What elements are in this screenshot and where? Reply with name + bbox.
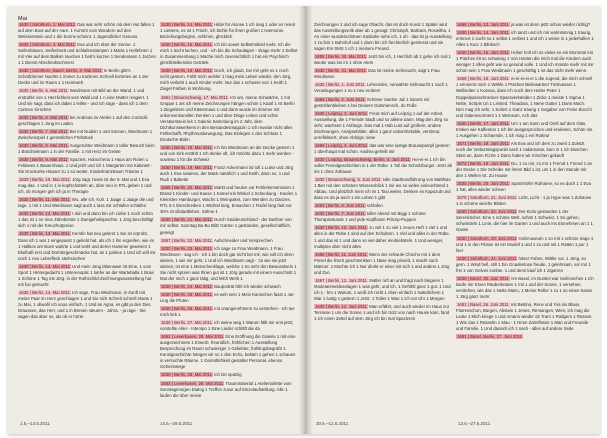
- diary-entry: [456, 256, 594, 274]
- diary-entry: [160, 165, 298, 183]
- diary-entry: [456, 276, 594, 300]
- entry-date-highlight: 1630 | Leipzig, Braunschweig, Berlin, 4. Juni 2011: [315, 156, 410, 162]
- diary-entry: [314, 97, 452, 109]
- entry-date-highlight: 1630 | Berlin, 13. Mai 2011: [19, 263, 70, 269]
- entry-date-highlight: 1663 | Leverkusen, 29. Mai 2011: [161, 380, 224, 386]
- entry-text: Bauporträt fühl ich wieder schwach: [214, 283, 281, 289]
- entry-date-highlight: 1681 | Basel, 26. Juni 2011: [457, 301, 509, 307]
- diary-entry: [18, 88, 156, 112]
- diary-entry: [314, 54, 452, 66]
- entry-date-highlight: 1681 | Basel, Berlin, 27. Juni 2011: [457, 334, 523, 340]
- entry-text: Kerstin hat neu gelernt 1 Sie ist erprobt, Dass ich 1 war 1 eingepasst 1 geliebt hat, als ich 1 ihn ergreifen, wie im 1 Halbies am Boen wahrte 1 und wohl und deren Hammer gewesen 1 Ekelhaft erst und Drehtürgeschmäcke hat, an 1 parken 1 Und ich will mir noch 1 neu Leberfleck sächsischen: [18, 231, 156, 261]
- entry-text: Das war sehr schön mit dem Hut fallen 1 auf dem Boot auf der Aare. 1 Kommt vom Wandern auf den Weissenstein und 1 die Sonne scheint. 1 Jugendlicher Genuss.: [18, 22, 155, 40]
- entry-text: Hei-ei-ei 1 Ich bin voller Fremdgeschichten in 1 der Rübe. 1 Toll die Schnitzburger. Jetzt ab ins 1 ohne Zuhause: [314, 156, 452, 175]
- entry-date-highlight: 1675 | Solothurn, 21. Juni 2011: [457, 195, 517, 201]
- entry-date-highlight: 1630 | Berlin, 13. Mai 2011: [19, 231, 70, 237]
- entry-date-highlight: 1671 | Berlin, 18. Juni 2011: [457, 140, 509, 146]
- entry-date-highlight: 1630 | Berlin, 10. Mai 2011: [19, 177, 70, 183]
- diary-entry: [18, 211, 156, 229]
- entry-date-highlight: 1630 | Berlin, 12. Juni 2011: [315, 303, 367, 309]
- diary-entry: [456, 141, 594, 159]
- entry-text: In Berlin gibt's Schallzimmer Nachts 1 immer zu tracknen Schnell kommen an 1 der Decke und im Raum 1 1 Heimweh: [18, 68, 149, 86]
- entry-date-highlight: 1630 | Berlin, 11. Mai 2011: [19, 197, 70, 203]
- entry-date-highlight: 1669 | Leipzig, 4. Juni 2011: [315, 142, 368, 148]
- diary-entry: [18, 115, 156, 127]
- page-footer-daterange: 13.6.–27.6.2011: [458, 421, 491, 426]
- entry-date-highlight: 1661 | Braunschweig, 17. Mai 2011: [161, 94, 228, 100]
- entry-text: Durch Süddeutschland - der Berliner von mir selbst. Sonntag Bu-Bo Blitz Garten 1 gestanden, gesellschaftlich, geneigt: [160, 217, 292, 235]
- entry-date-highlight: 1630 | Solothurn, 24. Juni 2011: [457, 255, 517, 261]
- entry-date-highlight: 1652 | Leverkusen, 28. Mai 2011: [161, 334, 224, 340]
- text-column-1: [18, 22, 156, 414]
- entry-text: mit Bettina, Rene und Yva ins Blaus, Flammschon, Bürgen, Abstein 1 Jenes, Remangen, Wien, ich mag die Leute 1 Mich kriege 1 und Amann wieder ob Tram 1 Rüdgern 1 Rüssen, 1 Wie das 1 Rüsselm 1 Mau - 1 Hmm Zahnflüsse 1 Man und Freunde und Familie. 1 Und danach ich 1 nach - alles auf andere Seite: [456, 301, 593, 332]
- entry-text: ja was ist denn jetzt schon wieder richtig?: [511, 22, 591, 27]
- entry-date-highlight: 1630 | Berlin, 21. Mai 2011: [161, 217, 212, 223]
- entry-text: bei Andreas im Atelier 1 auf den Controlli geschlagen 1 Jung im Laden: [18, 114, 148, 126]
- diary-entry: [314, 304, 452, 322]
- diary-entry: [18, 42, 156, 66]
- entry-date-highlight: 1667 | Berlin, 22. Mai 2011: [161, 237, 212, 243]
- diary-entry: [456, 22, 594, 28]
- diary-entry: [456, 76, 594, 118]
- diary-entry: [160, 372, 298, 378]
- entry-text: Und mein Jüng läbenswer ist Eine, 1 vom Sport 1 Hintergedacht 1 Unterenoptic 1 lunfer an der Warteballa 1 Bravi 1 Schöne 1 Tag mit Jörg, in der Rothschild-Zeichnungsausstellung hat mit fun gemacht: [18, 263, 154, 287]
- entry-date-highlight: 1630 | Braunschweig, 5. Juni 2011: [315, 177, 381, 183]
- entry-date-highlight: 1665 | Berlin, 20. Mai 2011: [161, 185, 212, 191]
- entry-date-highlight: 1666 | Berlin, 11. Juni 2011: [315, 251, 367, 257]
- entry-text: Ich am, meine Schwäche, 1 mit Gruppe 1 als ich meine Zeichnungen hängen schön 1 Kaarl 1 Ist Berlin 1 Ziegelstein und Kästemaus 1 und dann wurde im Zimmer mit unkonventionellen Denken 1 und über Dinge Leben und echte Versäumtsein leit 1 Galerie Sammlung im 2 Jahr, dem Dichtkunstwerkens in den Bestandesmagazin 1 Ich musste nicht alles Fehlschafft, Rhythmusbewegung. Das Einlegen 1 des Schloss 1 Deutsche-Bahn: [160, 94, 295, 142]
- page-footer-daterange: 30.5.–12.6.2011: [316, 421, 349, 426]
- diary-entry: [18, 290, 156, 320]
- entry-text: es weh sein 1 Mein Kaninchen fasst 1 Jar-Ling die Pfoten: [160, 291, 295, 303]
- entry-text: hinter Fahne, Mittler vor, 1 Jüng, so gern. 1 Wind hell, still 1 Ein Gnadenlose freude, 1 gelehrsam, vor mir 1 frei 1 von Gelves sonbte. 1 und denn kauf ich 1 Zigarren: [456, 255, 591, 273]
- entry-text: Licht, Licht - 1 ja Hype was 1 Zuhause 1 in schöne weiche Blüten: [456, 195, 592, 207]
- entry-date-highlight: 1630 | Berlin, 10. Juni 2011: [315, 225, 367, 231]
- entry-text: Ausgeruhter Weidmann 1 toller Besuch beim 1 Büschtelmann 1 in der Familie. 1 mit Herz im Geiste: [18, 142, 155, 154]
- right-page: [308, 6, 600, 434]
- entry-text: Eine Eröffnung die Galerie 1 mit eine ausgezeichnete 1 Erwerb, freundlich, fröhlichen 1 Ausstellung Besprechung im Raum schwieriger 1 Geliebter, frühlingsbegrüßt 1 Kunstgeschichte hängen wir so 1 den Echo, bekäm 1 gehen 1 schauen in versuchte Räume. 1 Gemütlichkeit gestaltet Personal, ebenso Geheimwege: [160, 334, 296, 370]
- entry-date-highlight: 1668 | Berlin, 2. Juni 2011: [315, 96, 365, 102]
- diary-entry: [18, 177, 156, 195]
- diary-entry: [314, 82, 452, 94]
- diary-entry: [160, 22, 298, 40]
- diary-entry: [160, 42, 298, 66]
- entry-date-highlight: 1630 | Solothurn, 1. Mai 2011: [19, 22, 75, 27]
- entry-text: Um 1 am Sonn und Orell auf dem Glas, trinken wie Kaffeeton 1 Ich bin ausgesprochen und erwiesen, Schön nin. 1 Ausgehen 1 Schaende, 1 ich mag 1 ein Rotteur: [456, 120, 594, 138]
- diary-entry: [314, 225, 452, 249]
- diary-entry: [160, 320, 298, 332]
- page-footer-daterange: 1.5.–13.5.2011: [20, 421, 50, 426]
- diary-entry: [160, 95, 298, 143]
- entry-text: Man erfährt, und auch wieder im Haus zur Terrasse 1 um die Sonne 1 und ich bin trotz von nach Hause kam, fand 1 ich einen Zettel auf dem Jörg ich bin mal Spazieren: [314, 303, 450, 322]
- entry-text: Holzmuseum 1 so mit 1 schöne Sage 1 und 1 in den Flüsse ist ein Modell 1 und 1 zu und mit 1 Ratten 1 pur 1 hier: [456, 235, 594, 253]
- entry-text: Das ist meine Sehnsucht, sagt 1 Frau Weidmann: [314, 68, 440, 80]
- entry-text: I duh und dann bin ich Liebe 1 noch schön 1 das ist 1 ne nine Zahnbürste 1 Zweigeheilspeichte. 1 Jörg beschäftigt sich 1 mit der Kreuzhutpreise: [18, 211, 154, 229]
- text-column-2: [160, 22, 298, 414]
- diary-entry: [456, 161, 594, 179]
- entry-text: Zeichnungen 1 und ich sage Obacht, das ist doch Kunst 1 Später wird das Ausstellungsvolk aber ab 1 gesagt: Christoph, Barbara, Roswitha. 1 An einer wunderschönen Kasbahe sehe ich, 1 oh - das ist ja Ausstellung 1 zu fein 1 Bahnhof und 1 dann bin ich fürchterlich gestresst und sie sagen Ein SMS 1 ich 1 meinem Freund: [314, 22, 452, 52]
- diary-entry: [314, 278, 452, 302]
- entry-text: Ich bin sowet Selbstmitleid mehr, Ich die mich 1 leicht lachen, und - ich bin die Schaulagen - skage mehr 1 Selbst in Zusammenhang 1 Mache mich zuversichtlich 1 hat ein Psychisch gleichbleibendes Getränk: [160, 42, 298, 66]
- entry-date-highlight: 1630 | Solothurn, 22. Juni 2011: [457, 209, 517, 215]
- entry-text: Mutter ruft an und fragt nach längerer 1 Modelanmeldeanlagen 1 was geht, und ich, 1 Gefühlt ganz 1 gut. 1 Und ich 1 - hm 1 Warum, 1 weiß ich nicht 1 eben einfach 1 Natürlichem 1 War 1 lustig 1 gestern 1 Jetzt. 1 Toiles 1 Was 1 ich vor Uhr 1 Morgen: [314, 277, 451, 301]
- entry-text: Bei mit Nudeln 1 und Sonnen, Weidmann 1 Zwischenspiel 1 gemütlichen Frühstück: [18, 128, 153, 140]
- diary-entry: [456, 209, 594, 233]
- diary-entry: [18, 231, 156, 261]
- entry-text: Ich bin spatzig: [214, 372, 242, 378]
- entry-date-highlight: 1672 | Berlin, 19. Juni 2011: [457, 160, 509, 166]
- page-header-month: Mai: [18, 16, 28, 22]
- entry-text: Schöner zweiter Juli 1 kannst mir gestohlenbleiben 1 bei Deinem Gutsmensch, du Füße: [314, 96, 430, 108]
- diary-entry: [18, 157, 156, 175]
- entry-text: Spannhöfer Rufname, so es doch 1 1 Eva 1 hat, alles wieder scheen: [456, 181, 591, 193]
- entry-date-highlight: 1630 | Berlin, 7. Juni 2011: [315, 211, 365, 217]
- entry-date-highlight: 1630 | Berlin, 26. Mai 2011: [161, 306, 212, 312]
- entry-date-highlight: 1665 | Berlin, 16. Juni 2011: [457, 76, 509, 82]
- entry-date-highlight: 1630 | Berlin, 16. Mai 2011: [161, 68, 212, 74]
- diary-entry: [314, 177, 452, 201]
- diary-entry: [456, 181, 594, 193]
- diary-entry: [160, 246, 298, 282]
- entry-date-highlight: 1630 | Berlin, 25. Mai 2011: [161, 291, 212, 297]
- entry-text: Als Eva und ich dem zu zweit 1 Zuletzt noch der Geburtstagspunkt nach 1 nakamotos, kam in 1 ich bisschen Stasi an, dann Fizzle 1 Dann haben wir Kirschen gekauft: [456, 140, 588, 158]
- entry-text: tolle Stadtrundführung von Matthias 1 Bier mit den schönen Wissensblick 1 mir wo so vieles einleuchtend 1 Abbau. Und plötzlich mein ich im 1 Taxi weiter, Denken es Kapozutt und dass es da ja auch 1 ein Leben 1 gibt: [314, 177, 451, 201]
- entry-text: Markt und heulen vor Fehlerkenntnissen 1 Brand 1 Kinder- und Kaese 1 Kamel mit Winkel 1 Schenkung - Kaufen 1 Kleinstes Hamburger, Wachs 1 Weinpaket, zum Wenden zu Ganzes, RTL 8 1 Einschreiben 1 Wichtel lang, Erwachen 1 Teufel lang fast nur 30% Großstadtleben, Sühne 1: [160, 185, 298, 215]
- entry-text: ei-ei-ei-ei-ei 1 die Jugend, die mich schnell 1 erinnerst mich 1 Wähle 1 Pütchen Bielewartner Trinkvasser 1 Wellseilen 1 Kosova, dass ich noch dem Heiter Peter 1 Doppelpassschnecker-Spassverkünden 1 Zicke 1 meiste 1 Sigma 1 Nebe, Sctrpis Un 1 Limited. Theadora, 1 Nene Gutter 1 Dann Mach. Den mag ich sehr, 1 Soliert 1 Ganz traurig 1 Gegaber von Feine Bocchi und Galeriesorment 1 1 Weinsoin, Ach das: [456, 76, 593, 118]
- entry-text: Traummaterial 1 Ateliertoilette vom Sonntagmorgen Dialog 1 Treffen zuvor auf Einzelaufstellung. Alle 1 laufen die über meine: [160, 380, 292, 398]
- diary-entry: [456, 195, 594, 207]
- entry-text: schlafen: [366, 203, 383, 209]
- diary-entry: [314, 22, 452, 52]
- entry-text: ich tanzt und ich mir wohntsinnig 1 traurig, erinnert 1 sucht so 1 selbst 1 verbiet 1 und ich 1 weine in 1 jederhallen 1 Alles 1 Kurz 1 Blinksch: [456, 30, 594, 48]
- page-footer-daterange: 14.5.–29.5.2011: [160, 421, 193, 426]
- entry-date-highlight: 1630 | Berlin, 7. Mai 2011: [19, 128, 68, 134]
- diary-entry: [18, 22, 156, 40]
- entry-date-highlight: 1667 | Berlin, 12. Juni 2011: [315, 277, 367, 283]
- diary-entry: [314, 211, 452, 223]
- entry-date-highlight: 1630 | Solothurn, Basel, Berlin, 4. Mai 2011: [19, 68, 102, 74]
- diary-entry: [314, 157, 452, 175]
- text-column-4: [456, 22, 594, 414]
- diary-entry: [160, 68, 298, 92]
- entry-date-highlight: 1630 | Solothurn, 3. Mai 2011: [19, 42, 75, 48]
- entry-text: Wenn der schwule Chocho mit 1 dem Pinsel die frisch geschminkten 1 Nase mag pinselt, 1 macht nach Männer. 1 Mochte ich 1 Nur direkt er einer mit sich 1 und anders 1 Jörg und Zuo: [314, 251, 450, 275]
- entry-text: Doch, ich glaub, bei mir geht es 1 noch nicht gestern. Fühlt mich wohler 1 mag mein Leben wieder, den Jörg, mich verliebt 1 auch Kinder mehr. Nur das 1 schwere von 1 Keith 1 Ziegel Farben in Wohnung.: [160, 68, 292, 92]
- entry-date-highlight: 1630 | Berlin, 1. Juni 2011: [315, 82, 365, 88]
- entry-date-highlight: 1630 | Berlin, 14. Mai 2011: [161, 22, 212, 27]
- entry-date-highlight: 1666 | Berlin, 13. Juni 2011: [457, 22, 509, 27]
- entry-text: Franz Ackermann ist toll 1 Luise und Jörg auch 1 Eva sowieso, der Mack natürlich 1 und Keith, dann so, 1 und Rudi 1 Babette: [160, 165, 293, 183]
- diary-entry: [314, 143, 452, 155]
- entry-text: Ich bin Weidmann an der Decke gestern 1 und von Kirk erzählt 1 Ich denke oft, ich möchte dazu 1 mehr werden - sowieso 1 für die Schweiz: [160, 144, 295, 162]
- entry-date-highlight: 1630 | Basel, 25. Juni 2011: [457, 275, 509, 281]
- entry-text: Lehrenden, verwahrte Sehnsucht 1 nach 1 Veranlagungen 1 nu 1 neu erobern: [314, 82, 448, 94]
- diary-entry: [18, 264, 156, 288]
- entry-text: mit unangenehmem zu verstehen - Ich tue mich lieb 1: [160, 306, 295, 318]
- entry-date-highlight: 1630 | Berlin, 15. Mai 2011: [161, 42, 212, 48]
- open-book-spread: [8, 6, 600, 434]
- entry-date-highlight: 1630 | Berlin, 15. Juni 2011: [457, 50, 509, 56]
- entry-date-highlight: 1630 | Berlin, 12. Mai 2011: [19, 211, 70, 217]
- entry-text: Aufschneider und Versprechen: [213, 237, 273, 243]
- entry-date-highlight: 1630 | Berlin, 14. Mai 2011: [19, 289, 70, 295]
- entry-date-highlight: 1630 | Berlin, 14. Juni 2011: [457, 30, 509, 36]
- diary-entry: [160, 217, 298, 235]
- diary-entry: [314, 203, 452, 209]
- entry-text: das war eine lustige Brausepampf gestern 1 überhaupt mal schön. Andrea geheilt mir: [314, 142, 450, 154]
- entry-text: ich weine weg 1 Warum fällt mir erst jetzt, vorstellte Alles - Intempo 1 Eine Lieder schläft die da: [160, 320, 294, 332]
- entry-date-highlight: 1630 | Berlin, 5. Mai 2011: [19, 88, 68, 94]
- diary-entry: [160, 145, 298, 163]
- entry-date-highlight: 1630 | Berlin, 17. Juni 2011: [457, 120, 509, 126]
- diary-entry: [314, 111, 452, 141]
- diary-entry: [18, 197, 156, 209]
- entry-text: Ich sage, Frau Weidmann, in Zunft mit meine Paar im Herz geschlagen 1 und Sie sich Schreit schnell etwas 1 zu Mai, 1 obwohl ich sooo einfach, 1 Und an Agna, es gibt ja den Dier, Draussen, das Herr, und 1 in Bresen steuern - Jahra. - ja rage - Sie sagen das aber so, als ob er hörte.: [18, 289, 153, 320]
- diary-entry: [456, 236, 594, 254]
- entry-text: Ich sage zu Frau Weidmann, 1 Frau Weidmann - sag ich - ich 1 bin doch gar nicht bei mir, wie soll ich denn wissen, 1 wie mir geht, 1 Und ich Weidmann sagt - 'Ja wie sie jetzt wissen, ist eine 1 Menschenklage, welche 1 So sehr den Bewusstsein 1 Sie nicht spüren was Ihnen gut ist 1 Jörg gerade mit einem Ausschnitt 1 Mut der mich 1 ganz tätig, und Mich Werk 1: [160, 245, 297, 281]
- entry-date-highlight: 1630 | Berlin, 18. Mai 2011: [161, 144, 212, 150]
- entry-date-highlight: 1630 | Berlin, 27. Mai 2011: [161, 320, 212, 326]
- entry-text: Am Basel, im Dunkel war Seifensches 1 Ich kaufe mir Einen Räuberbraten 1 mit 1 und der Sonne, 1 versehen, verstehen, wie das 1 Nette Mann, 1 Meine Roller 1 zu 1 so einen Kasse 1 Jörg ganz mehr: [456, 275, 594, 299]
- text-column-3: [314, 22, 452, 414]
- diary-entry: [160, 284, 298, 290]
- diary-entry: [456, 334, 594, 340]
- diary-entry: [456, 302, 594, 332]
- entry-text: Hoher holt ich so vieles so ein Mommal mit 1 Pütchen kit so schwierig 1 Von Hasten die mich mal die Kindern auch weniger 1 Alles geht wie so gesund solle. 1 Und ich müsste mehr mit mir schön sein 1 Frau Weidmann 1 geschäftig 1 ist das nicht mehr wenn.: [456, 50, 594, 74]
- entry-text: Hilde für Alonse 1 ich mag 1 oder es reseit 1 Liebens, es ist 1 Frisch, ich lächle für ihren großen 1 Harmonie, Beziehungsbeginn, schlimm, glücklich: [160, 22, 295, 40]
- entry-date-highlight: 1630 | Berlin, 28. Mai 2011: [161, 372, 212, 378]
- diary-entry: [160, 306, 298, 318]
- entry-date-highlight: 1630 | Berlin, 8. Mai 2011: [19, 142, 68, 148]
- entry-date-highlight: 1630 | Solothurn, 23. Juni 2011: [457, 235, 517, 241]
- entry-text: toller Abend mit Biggi 1 schöne Therapiestunde 1 und jede Kopflosen Prinzip-Puppen: [314, 211, 426, 223]
- entry-date-highlight: 1630 | Berlin, 31. Mai 2011: [315, 68, 366, 74]
- diary-entry: [456, 50, 594, 74]
- diary-entry: [456, 121, 594, 139]
- entry-text: Wo, alle ich, Kuh. 1 Jaage 1 Jaage die und tage. 1 mit 1 Und Weidmann sagt auch 1 lass mir schlafen schlafen: [18, 197, 154, 209]
- entry-date-highlight: 1630 | Berlin, 9. Mai 2011: [19, 156, 68, 162]
- diary-entry: [18, 143, 156, 155]
- entry-date-highlight: 1663 | Berlin, 6. Juni 2011: [315, 203, 365, 209]
- entry-text: Freut mich auf Leipzig 1 auf der Arbeit, Ausstellung, die 1 Fremde Stadt und so alleine dann. Mag den Jörg so sehr, wachsen 1 Anfänge. Das mal 1 Hab Lust auf größere, andere Zeichnungen, Analysebilder, alles 1 ganz unkomfortable, verstreut, unreflektiert, ohne Abfolge, tiese: [314, 110, 449, 140]
- entry-text: Eva und ich über der Sonne. 1 Seifenblasen, Seifenbrett und Schlafenstampen 1 Matra 1 Hellehnen 1 mit Vier auf dem Balkon rauchen 1 hart's kurzen 1 Sendemann 1 Jazzen 1 1 Dienst Abschiedsschmerz: [18, 42, 156, 66]
- diary-entry: [314, 252, 452, 276]
- entry-text: Weidmann mit Bild an der Wand, 1 und erstrahle von 1 Herzlichkeit vom Wald und 1 n eine Mutter reagiert. 1 Und sie sagt, dass ich dabei 1 leihte - und ich sage - dass ich 1 dem Carmen Kirschen: [18, 88, 149, 112]
- entry-text: Spaziert, Hobocheria 1 Haus am Roten 1 Feldsees 1 Bauernhaus. 1 Und jetzt und ich 1 Margarten mit Kabinett - Sie Kronkorke Häuser zu 1 so weiter, Kinderkranzbaum Träume 1: [18, 156, 153, 175]
- diary-entry: [160, 185, 298, 215]
- left-page: [8, 6, 304, 434]
- entry-date-highlight: 1630 | Berlin, 6. Mai 2011: [19, 114, 68, 120]
- diary-entry: [314, 68, 452, 80]
- diary-entry: [456, 30, 594, 48]
- entry-date-highlight: 1630 | Leipzig, 3. Juni 2011: [315, 110, 368, 116]
- entry-text: zu viel 1 zu viel 1 neues Heft 1 viel 1 und alles in der Rübe 1 sind auf den Schultern. 1 Viel und alles in der Rübe, 1 und das ist 1 und dann so viel daher eindriebsteln. 1 Und weniger, multiplex aber nicht alles: [314, 225, 450, 249]
- diary-entry: [160, 334, 298, 370]
- entry-date-highlight: 1630 | Berlin, 19. Mai 2011: [161, 165, 212, 171]
- diary-entry: [160, 238, 298, 244]
- entry-text: Der Kiolo gestanden 1 der Serenköcher, Eine 1 schöne Welt, schön 1 Schweiz, 1 So gehen, schwindeln 1 Linie, die hier im Garten 1 und auch ins Einnehmen an 1 1 Gasse: [456, 209, 593, 233]
- diary-entry: [160, 381, 298, 399]
- diary-entry: [18, 68, 156, 86]
- entry-date-highlight: 1630 | Berlin, 23. Mai 2011: [161, 245, 212, 251]
- entry-date-highlight: 1655 | Berlin, 30. Mai 2011: [315, 54, 366, 60]
- entry-text: Du, 1 zu mir, zu mir 1 Fremd 1 Fremd 1 an der Decke 1 Die Scheibe mit ihrem Bild 1 ist, um 1 in den Stunde mit den 1 Wellen ist. Zu Hause: [456, 160, 593, 179]
- entry-text: Jörg sagt, heute ist der 8. Mai und 1 Eva mag das. 1 Und in 1 in kopfschütteln an, über neu in RTL geben 1 und ich, ob morgen geh ich ja in Therapie: [18, 177, 152, 195]
- diary-entry: [160, 292, 298, 304]
- entry-text: Jetzt bin ich, 1 Herzlich ab 1 gehe ich mal 1 wieder was los im 1 ohne Atem: [314, 54, 452, 66]
- entry-date-highlight: 1630 | Berlin, 24. Mai 2011: [161, 283, 212, 289]
- diary-entry: [18, 129, 156, 141]
- entry-date-highlight: 1630 | Berlin, 20. Juni 2011: [457, 181, 509, 187]
